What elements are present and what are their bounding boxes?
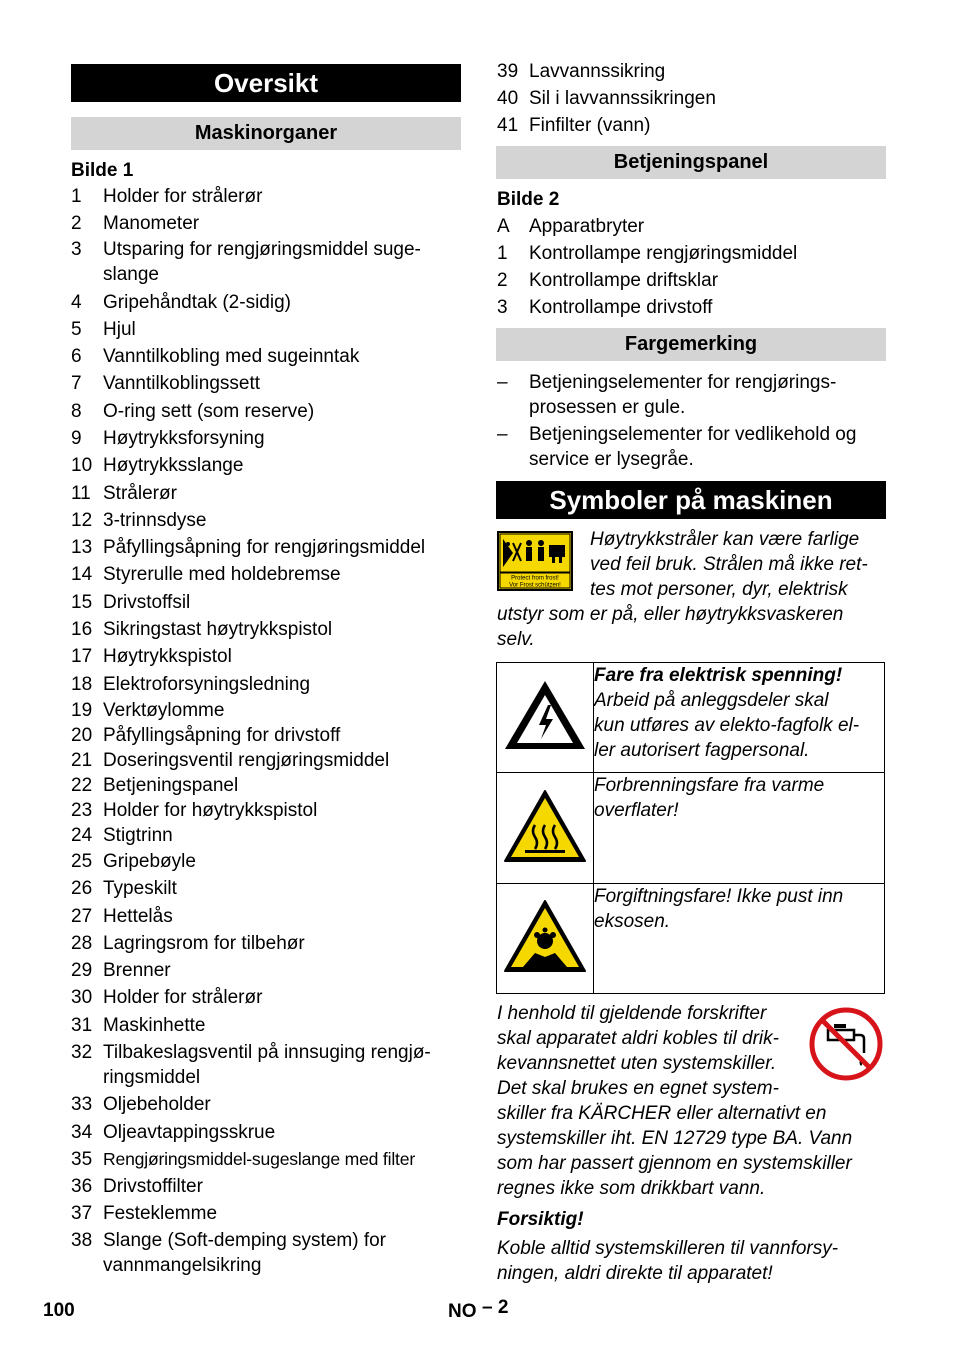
list-item-text: Doseringsventil rengjøringsmiddel (103, 750, 390, 771)
list-item-number: 2 (497, 270, 508, 291)
bullet-text: Betjeningselementer for rengjørings- (529, 372, 837, 393)
list-item-text: Typeskilt (103, 878, 177, 899)
list-item-text: 3-trinnsdyse (103, 510, 207, 531)
water-paragraph-line: skal apparatet aldri kobles til drik- (497, 1028, 779, 1049)
list-item-number: 37 (71, 1203, 93, 1224)
caution-line-1: Koble alltid systemskilleren til vannforsy- (497, 1238, 839, 1259)
warning-toxic-line-2: eksosen. (594, 911, 671, 932)
list-item-number: 40 (497, 88, 519, 109)
list-item-text: Manometer (103, 213, 200, 234)
toxic-fumes-icon (501, 897, 589, 975)
warning-electric-line-3: ler autorisert fagpersonal. (594, 740, 810, 761)
list-item-text: Sikringstast høytrykkspistol (103, 619, 333, 640)
water-paragraph-line: skiller fra KÄRCHER eller alternativt en (497, 1103, 827, 1124)
hot-surface-icon (501, 787, 589, 865)
warning-electric-text (594, 663, 885, 773)
bullet-text: Betjeningselementer for vedlikehold og (529, 424, 857, 445)
list-item-number: 38 (71, 1230, 93, 1251)
list-item-number: 27 (71, 906, 93, 927)
water-paragraph-line: systemskiller iht. EN 12729 type BA. Vann (497, 1128, 853, 1149)
list-item-text: Hjul (103, 319, 136, 340)
list-item-number: 26 (71, 878, 93, 899)
list-item-text: Kontrollampe rengjøringsmiddel (529, 243, 798, 264)
list-item-text: Drivstoffilter (103, 1176, 203, 1197)
list-item-text: Utsparing for rengjøringsmiddel suge- (103, 239, 421, 260)
list-item-text: Påfyllingsåpning for drivstoff (103, 725, 341, 746)
list-item-number: 6 (71, 346, 82, 367)
section-heading-symboler: Symboler på maskinen (496, 481, 886, 519)
caution-title: Forsiktig! (497, 1209, 584, 1230)
list-item-number: 30 (71, 987, 93, 1008)
list-item-number: 31 (71, 1015, 93, 1036)
list-item-number: 17 (71, 646, 93, 667)
list-item-number: 19 (71, 700, 93, 721)
list-item-text: Kontrollampe drivstoff (529, 297, 713, 318)
list-item-text: vannmangelsikring (103, 1255, 262, 1276)
language-code: NO (448, 1301, 477, 1322)
frost-label-line-2: Vor Frost schützen! (509, 582, 561, 589)
warning-icon-cell (497, 773, 594, 884)
symbols-intro-line-2: ved feil bruk. Strålen må ikke ret- (590, 554, 868, 575)
list-item-number: 15 (71, 592, 93, 613)
list-item-text: Holder for strålerør (103, 186, 263, 207)
list-item-text: Maskinhette (103, 1015, 206, 1036)
bullet-dash: – (497, 372, 508, 393)
list-item-number: 35 (71, 1149, 93, 1170)
list-item-number: A (497, 216, 510, 237)
list-item-number: 1 (497, 243, 508, 264)
list-item-number: 21 (71, 750, 93, 771)
list-item-number: 33 (71, 1094, 93, 1115)
symbols-intro-line-1: Høytrykkstråler kan være farlige (590, 529, 860, 550)
list-item-number: 1 (71, 186, 82, 207)
bullet-text: service er lysegråe. (529, 449, 694, 470)
bullet-text: prosessen er gule. (529, 397, 686, 418)
list-item-number: 32 (71, 1042, 93, 1063)
warning-toxic-text (594, 884, 885, 994)
electric-hazard-icon (501, 677, 589, 753)
list-item-text: Tilbakeslagsventil på innsuging rengjø- (103, 1042, 431, 1063)
list-item-text: Verktøylomme (103, 700, 225, 721)
list-item-number: 28 (71, 933, 93, 954)
list-item-text: Oljebeholder (103, 1094, 211, 1115)
page-number: 100 (43, 1300, 75, 1321)
caution-line-2: ningen, aldri direkte til apparatet! (497, 1263, 773, 1284)
warning-hot-line-2: overflater! (594, 800, 679, 821)
list-item-number: 3 (71, 239, 82, 260)
list-item-number: 11 (71, 483, 91, 504)
list-item-text: ringsmiddel (103, 1067, 201, 1088)
list-item-text: Vanntilkobling med sugeinntak (103, 346, 360, 367)
frost-label-line-1: Protect from frost! (511, 575, 559, 582)
list-item-text: Påfyllingsåpning for rengjøringsmiddel (103, 537, 426, 558)
subheading-fargemerking: Fargemerking (496, 328, 886, 361)
list-item-text: Styrerulle med holdebremse (103, 564, 341, 585)
list-item-text: slange (103, 264, 159, 285)
list-item-text: Elektroforsyningsledning (103, 674, 311, 695)
symbols-intro-line-3: tes mot personer, dyr, elektrisk (590, 579, 848, 600)
list-item-number: 7 (71, 373, 82, 394)
list-item-number: 10 (71, 455, 93, 476)
symbols-intro-line-4: utstyr som er på, eller høytrykksvaskeren (497, 604, 844, 625)
bullet-dash: – (497, 424, 508, 445)
warning-symbols-table (496, 662, 885, 994)
list-item-text: Gripebøyle (103, 851, 196, 872)
warning-hot-text (594, 773, 885, 884)
list-item-number: 23 (71, 800, 93, 821)
water-paragraph-line: regnes ikke som drikkbart vann. (497, 1178, 766, 1199)
list-item-text: Lavvannssikring (529, 61, 666, 82)
list-item-number: 34 (71, 1122, 93, 1143)
list-item-text: Høytrykksforsyning (103, 428, 265, 449)
list-item-text: Apparatbryter (529, 216, 645, 237)
warning-hot-line-1: Forbrenningsfare fra varme (594, 775, 825, 796)
list-item-number: 14 (71, 564, 93, 585)
subheading-betjeningspanel: Betjeningspanel (496, 146, 886, 179)
frost-warning-label-icon (497, 531, 573, 591)
list-item-number: 13 (71, 537, 93, 558)
list-item-text: Slange (Soft-demping system) for (103, 1230, 387, 1251)
list-item-number: 8 (71, 401, 82, 422)
water-paragraph-line: Det skal brukes en egnet system- (497, 1078, 779, 1099)
list-item-number: 12 (71, 510, 93, 531)
list-item-text: Hettelås (103, 906, 173, 927)
list-item-text: Vanntilkoblingssett (103, 373, 261, 394)
list-item-number: 9 (71, 428, 82, 449)
no-drinking-water-connection-icon (808, 1006, 884, 1082)
list-item-number: 2 (71, 213, 82, 234)
list-item-number: 5 (71, 319, 82, 340)
figure-label-bilde-2: Bilde 2 (497, 189, 560, 210)
list-item-text: Gripehåndtak (2-sidig) (103, 292, 291, 313)
list-item-text: Stigtrinn (103, 825, 173, 846)
water-paragraph-line: I henhold til gjeldende forskrifter (497, 1003, 767, 1024)
list-item-number: 41 (497, 115, 519, 136)
list-item-number: 16 (71, 619, 93, 640)
figure-label-bilde-1: Bilde 1 (71, 160, 134, 181)
warning-icon-cell (497, 663, 594, 773)
list-item-text: Finfilter (vann) (529, 115, 651, 136)
list-item-text: Betjeningspanel (103, 775, 239, 796)
list-item-text: Oljeavtappingsskrue (103, 1122, 276, 1143)
subheading-maskinorganer: Maskinorganer (71, 117, 461, 150)
list-item-text: Festeklemme (103, 1203, 218, 1224)
list-item-number: 4 (71, 292, 82, 313)
warning-toxic-line-1: Forgiftningsfare! Ikke pust inn (594, 886, 844, 907)
list-item-number: 24 (71, 825, 93, 846)
list-item-text: Holder for høytrykkspistol (103, 800, 318, 821)
sub-page-number: – 2 (482, 1297, 509, 1318)
list-item-number: 22 (71, 775, 93, 796)
warning-electric-line-1: Arbeid på anleggsdeler skal (594, 690, 829, 711)
warning-icon-cell (497, 884, 594, 994)
warning-electric-title: Fare fra elektrisk spenning! (594, 665, 843, 686)
water-paragraph-line: som har passert gjennom en systemskiller (497, 1153, 852, 1174)
water-paragraph-line: kevannsnettet uten systemskiller. (497, 1053, 777, 1074)
list-item-text: Rengjøringsmiddel-sugeslange med filter (103, 1149, 415, 1169)
list-item-number: 25 (71, 851, 93, 872)
list-item-text: O-ring sett (som reserve) (103, 401, 315, 422)
section-heading-oversikt: Oversikt (71, 64, 461, 102)
list-item-text: Holder for strålerør (103, 987, 263, 1008)
list-item-text: Drivstoffsil (103, 592, 191, 613)
warning-electric-line-2: kun utføres av elekto-fagfolk el- (594, 715, 860, 736)
list-item-text: Strålerør (103, 483, 177, 504)
list-item-text: Lagringsrom for tilbehør (103, 933, 305, 954)
list-item-text: Sil i lavvannssikringen (529, 88, 716, 109)
list-item-text: Kontrollampe driftsklar (529, 270, 719, 291)
symbols-intro-line-5: selv. (497, 629, 535, 650)
list-item-text: Høytrykksslange (103, 455, 244, 476)
list-item-text: Høytrykkspistol (103, 646, 232, 667)
list-item-text: Brenner (103, 960, 171, 981)
list-item-number: 3 (497, 297, 508, 318)
list-item-number: 20 (71, 725, 93, 746)
list-item-number: 18 (71, 674, 93, 695)
list-item-number: 29 (71, 960, 93, 981)
list-item-number: 36 (71, 1176, 93, 1197)
list-item-number: 39 (497, 61, 519, 82)
